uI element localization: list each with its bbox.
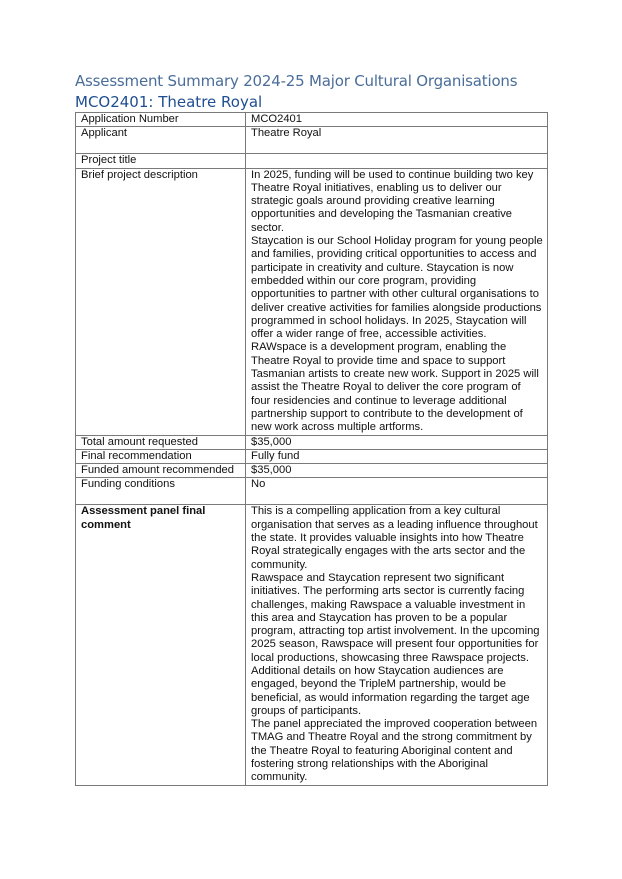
description-paragraph: In 2025, funding will be used to continue building two key Theatre Royal initiatives, enabling us to deliver our strategic goals around providing creative learning opportunities and developing the Tasmanian creative sector. — [251, 168, 534, 234]
description-paragraph: Staycation is our School Holiday program for young people and families, providing critical opportunities to access and participate in creativity and culture. Staycation is now embedded within our core program, providing opportunities to partner with other cultural organisations to deliver creative activities for families alongside productions programmed in school holidays. In 2025, Staycation will offer a wider range of free, accessible activities. — [251, 235, 543, 341]
row-label-funding-conditions: Funding conditions — [76, 478, 246, 505]
row-value-panel-comment — [246, 505, 548, 785]
assessment-table — [75, 112, 548, 786]
comment-paragraph: This is a compelling application from a key cultural organisation that serves as a leading influence throughout the state. It provides valuable insights into how Theatre Royal strategically engages with the arts sector and the community. — [251, 505, 538, 571]
row-value-applicant: Theatre Royal — [246, 127, 548, 154]
row-value-brief-description — [246, 168, 548, 435]
row-label-total-requested: Total amount requested — [76, 435, 246, 449]
document-subtitle: MCO2401: Theatre Royal — [75, 93, 263, 111]
row-label-application-number: Application Number — [76, 113, 246, 127]
description-paragraph: RAWspace is a development program, enabling the Theatre Royal to provide time and space to support Tasmanian artists to create new work. Support in 2025 will assist the Theatre Royal to deliver the core program of four residencies and continue to leverage additional partnership support to contribute to the development of new work across multiple artforms. — [251, 341, 539, 434]
row-value-funded-amount: $35,000 — [246, 464, 548, 478]
row-label-applicant: Applicant — [76, 127, 246, 154]
row-value-project-title — [246, 154, 548, 168]
row-value-final-recommendation: Fully fund — [246, 449, 548, 463]
row-label-brief-description: Brief project description — [76, 168, 246, 435]
row-value-funding-conditions: No — [246, 478, 548, 505]
table-row — [76, 449, 548, 463]
comment-paragraph: Rawspace and Staycation represent two significant initiatives. The performing arts sector is currently facing challenges, making Rawspace a valuable investment in this area and Staycation has proven to be a popular program, attracting top artist involvement. In the upcoming 2025 season, Rawspace will present four opportunities for local productions, showcasing three Rawspace projects. — [251, 571, 540, 664]
row-value-total-requested: $35,000 — [246, 435, 548, 449]
document-title: Assessment Summary 2024-25 Major Cultural Organisations — [75, 72, 518, 90]
row-value-application-number: MCO2401 — [246, 113, 548, 127]
row-label-project-title: Project title — [76, 154, 246, 168]
row-label-final-recommendation: Final recommendation — [76, 449, 246, 463]
table-row — [76, 505, 548, 785]
table-row — [76, 435, 548, 449]
table-row — [76, 127, 548, 154]
table-row — [76, 464, 548, 478]
table-row — [76, 154, 548, 168]
table-row — [76, 478, 548, 505]
comment-paragraph: Additional details on how Staycation audiences are engaged, beyond the TripleM partnership, would be beneficial, as would information regarding the target age groups of participants. — [251, 664, 530, 717]
table-row — [76, 113, 548, 127]
comment-paragraph: The panel appreciated the improved cooperation between TMAG and Theatre Royal and the strong commitment by the Theatre Royal to featuring Aboriginal content and fostering strong relationships with the Aboriginal community. — [251, 718, 538, 784]
row-label-panel-comment: Assessment panel final comment — [76, 505, 246, 785]
row-label-funded-amount: Funded amount recommended — [76, 464, 246, 478]
table-row — [76, 168, 548, 435]
